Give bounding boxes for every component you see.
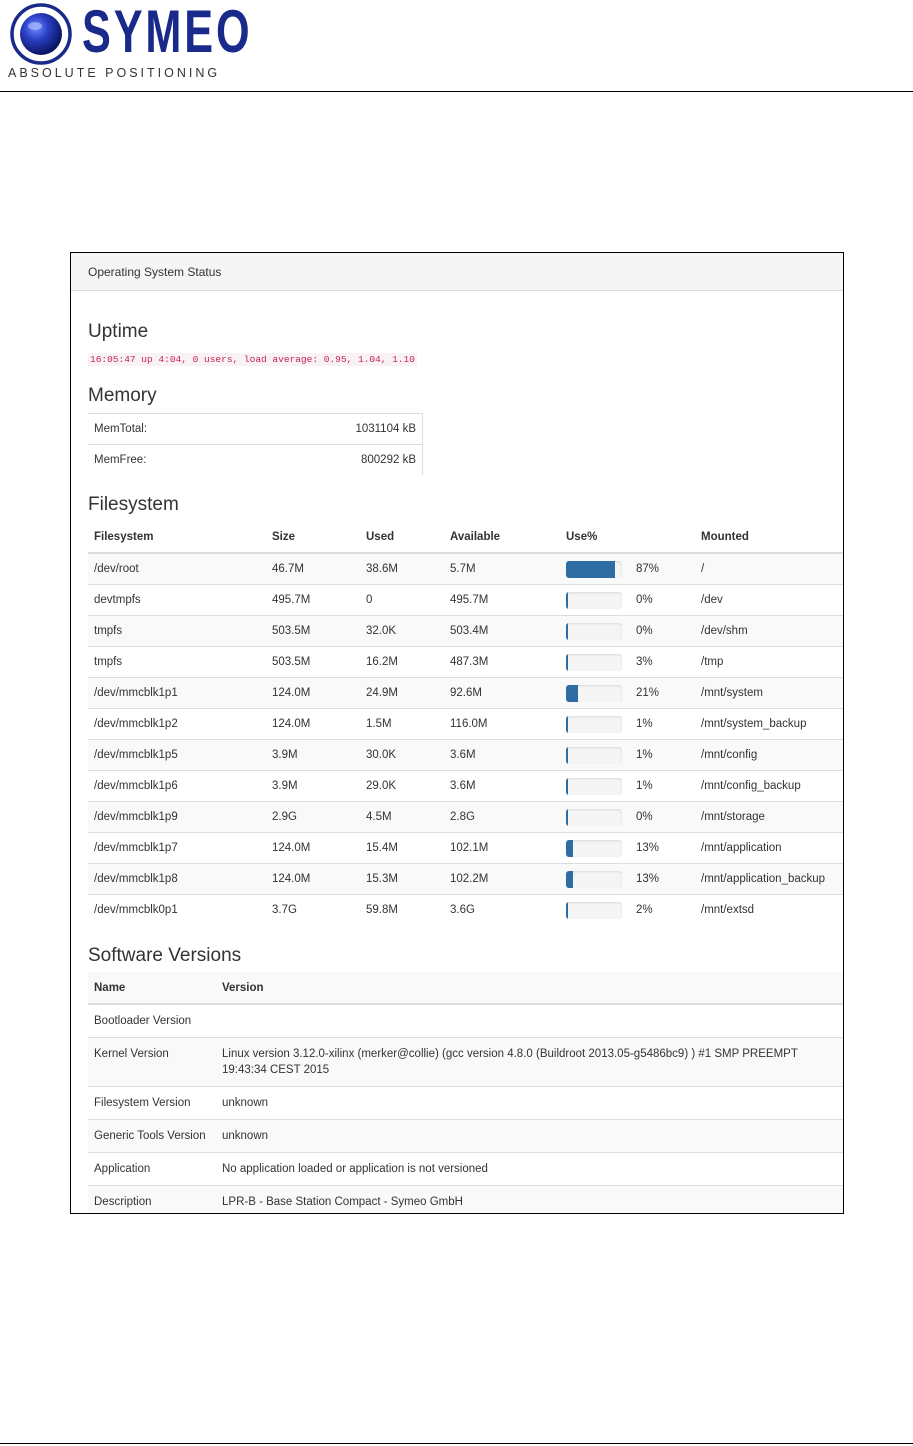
usage-progress-fill	[566, 809, 568, 826]
fs-name-cell: /dev/mmcblk1p5	[88, 740, 266, 771]
fs-use-cell	[560, 647, 695, 678]
usage-progress-fill	[566, 592, 568, 609]
usage-percent: 0%	[636, 594, 653, 606]
usage-progress-bar	[566, 902, 622, 919]
fs-mounted-cell: /mnt/system_backup	[695, 709, 844, 740]
fs-used-cell: 30.0K	[360, 740, 444, 771]
memory-row	[88, 445, 423, 476]
filesystem-heading: Filesystem	[88, 494, 179, 515]
fs-use-cell	[560, 895, 695, 926]
fs-available-cell: 3.6M	[444, 771, 560, 802]
filesystem-row	[88, 616, 844, 647]
fs-size-cell: 124.0M	[266, 678, 360, 709]
usage-percent: 3%	[636, 656, 653, 668]
usage-progress-bar	[566, 778, 622, 795]
fs-name-cell: /dev/root	[88, 553, 266, 585]
usage-progress-bar	[566, 685, 622, 702]
usage-progress-bar	[566, 871, 622, 888]
software-versions-table	[88, 972, 844, 1214]
software-row	[88, 1004, 844, 1038]
fs-used-cell: 1.5M	[360, 709, 444, 740]
fs-used-cell: 29.0K	[360, 771, 444, 802]
software-name-cell: Filesystem Version	[88, 1087, 216, 1120]
filesystem-row	[88, 647, 844, 678]
fs-size-cell: 503.5M	[266, 616, 360, 647]
fs-available-cell: 3.6M	[444, 740, 560, 771]
fs-name-cell: devtmpfs	[88, 585, 266, 616]
software-versions-heading: Software Versions	[88, 945, 242, 966]
fs-use-cell	[560, 864, 695, 895]
fs-used-cell: 4.5M	[360, 802, 444, 833]
logo-sphere-icon	[10, 3, 72, 65]
fs-name-cell: /dev/mmcblk1p2	[88, 709, 266, 740]
fs-name-cell: /dev/mmcblk1p9	[88, 802, 266, 833]
memory-table	[88, 413, 423, 475]
fs-mounted-cell: /mnt/extsd	[695, 895, 844, 926]
memory-label: MemTotal:	[88, 414, 246, 445]
usage-progress-bar	[566, 747, 622, 764]
fs-name-cell: tmpfs	[88, 647, 266, 678]
usage-percent: 0%	[636, 811, 653, 823]
fs-name-cell: /dev/mmcblk1p8	[88, 864, 266, 895]
fs-available-cell: 503.4M	[444, 616, 560, 647]
software-row	[88, 1038, 844, 1087]
usage-percent: 0%	[636, 625, 653, 637]
fs-use-cell	[560, 802, 695, 833]
fs-size-cell: 3.7G	[266, 895, 360, 926]
fs-available-cell: 92.6M	[444, 678, 560, 709]
usage-progress-bar	[566, 592, 622, 609]
uptime-value: 16:05:47 up 4:04, 0 users, load average: 0.95, 1.04, 1.10	[90, 354, 415, 365]
usage-progress-fill	[566, 871, 573, 888]
usage-percent: 13%	[636, 842, 660, 854]
fs-use-cell	[560, 709, 695, 740]
usage-progress-fill	[566, 716, 568, 733]
software-version-cell: LPR-B - Base Station Compact - Symeo GmbH	[216, 1186, 844, 1215]
fs-use-cell	[560, 553, 695, 585]
software-name-cell: Kernel Version	[88, 1038, 216, 1087]
column-header: Version	[216, 972, 844, 1004]
software-row	[88, 1120, 844, 1153]
fs-mounted-cell: /mnt/application	[695, 833, 844, 864]
fs-use-cell	[560, 740, 695, 771]
fs-used-cell: 15.3M	[360, 864, 444, 895]
panel-title: Operating System Status	[71, 253, 843, 291]
fs-used-cell: 59.8M	[360, 895, 444, 926]
software-version-cell: unknown	[216, 1120, 844, 1153]
usage-progress-fill	[566, 747, 568, 764]
column-header: Available	[444, 522, 560, 553]
filesystem-row	[88, 802, 844, 833]
memory-value: 800292 kB	[246, 445, 423, 476]
brand-name: SYMEO	[82, 0, 253, 65]
fs-mounted-cell: /mnt/system	[695, 678, 844, 709]
footer-divider	[0, 1443, 913, 1444]
memory-row	[88, 414, 423, 445]
fs-used-cell: 32.0K	[360, 616, 444, 647]
usage-progress-fill	[566, 654, 568, 671]
fs-used-cell: 0	[360, 585, 444, 616]
filesystem-row	[88, 553, 844, 585]
filesystem-row	[88, 833, 844, 864]
usage-progress-fill	[566, 902, 568, 919]
column-header: Name	[88, 972, 216, 1004]
fs-name-cell: tmpfs	[88, 616, 266, 647]
usage-progress-bar	[566, 561, 622, 578]
brand-tagline: ABSOLUTE POSITIONING	[8, 66, 221, 80]
column-header: Use%	[560, 522, 695, 553]
fs-available-cell: 5.7M	[444, 553, 560, 585]
fs-name-cell: /dev/mmcblk0p1	[88, 895, 266, 926]
filesystem-row	[88, 678, 844, 709]
memory-label: MemFree:	[88, 445, 246, 476]
column-header: Size	[266, 522, 360, 553]
uptime-heading: Uptime	[88, 321, 149, 342]
filesystem-row	[88, 864, 844, 895]
fs-used-cell: 38.6M	[360, 553, 444, 585]
fs-available-cell: 102.1M	[444, 833, 560, 864]
memory-heading: Memory	[88, 385, 157, 406]
fs-size-cell: 503.5M	[266, 647, 360, 678]
fs-available-cell: 116.0M	[444, 709, 560, 740]
filesystem-row	[88, 740, 844, 771]
fs-use-cell	[560, 833, 695, 864]
fs-size-cell: 124.0M	[266, 864, 360, 895]
fs-size-cell: 46.7M	[266, 553, 360, 585]
column-header: Mounted	[695, 522, 844, 553]
software-row	[88, 1087, 844, 1120]
fs-size-cell: 495.7M	[266, 585, 360, 616]
fs-mounted-cell: /mnt/config	[695, 740, 844, 771]
filesystem-row	[88, 895, 844, 926]
usage-percent: 13%	[636, 873, 660, 885]
fs-size-cell: 124.0M	[266, 709, 360, 740]
usage-percent: 1%	[636, 718, 653, 730]
fs-use-cell	[560, 616, 695, 647]
fs-available-cell: 2.8G	[444, 802, 560, 833]
usage-progress-bar	[566, 716, 622, 733]
fs-name-cell: /dev/mmcblk1p1	[88, 678, 266, 709]
fs-mounted-cell: /dev/shm	[695, 616, 844, 647]
fs-size-cell: 3.9M	[266, 771, 360, 802]
usage-progress-fill	[566, 561, 615, 578]
usage-progress-bar	[566, 809, 622, 826]
software-row	[88, 1153, 844, 1186]
fs-used-cell: 15.4M	[360, 833, 444, 864]
fs-mounted-cell: /mnt/config_backup	[695, 771, 844, 802]
usage-percent: 2%	[636, 904, 653, 916]
filesystem-row	[88, 771, 844, 802]
fs-mounted-cell: /mnt/storage	[695, 802, 844, 833]
os-status-screenshot	[70, 252, 844, 1214]
fs-size-cell: 3.9M	[266, 740, 360, 771]
document-header	[0, 0, 913, 92]
fs-mounted-cell: /tmp	[695, 647, 844, 678]
usage-percent: 87%	[636, 563, 660, 575]
software-name-cell: Description	[88, 1186, 216, 1215]
header-divider	[0, 91, 913, 92]
usage-progress-fill	[566, 778, 568, 795]
fs-used-cell: 24.9M	[360, 678, 444, 709]
fs-name-cell: /dev/mmcblk1p7	[88, 833, 266, 864]
column-header: Used	[360, 522, 444, 553]
filesystem-table	[88, 522, 844, 925]
software-name-cell: Generic Tools Version	[88, 1120, 216, 1153]
filesystem-row	[88, 709, 844, 740]
fs-mounted-cell: /dev	[695, 585, 844, 616]
software-name-cell: Bootloader Version	[88, 1004, 216, 1038]
fs-mounted-cell: /	[695, 553, 844, 585]
fs-available-cell: 3.6G	[444, 895, 560, 926]
software-version-cell: unknown	[216, 1087, 844, 1120]
usage-progress-bar	[566, 623, 622, 640]
usage-progress-fill	[566, 623, 568, 640]
fs-use-cell	[560, 585, 695, 616]
usage-progress-bar	[566, 654, 622, 671]
memory-value: 1031104 kB	[246, 414, 423, 445]
usage-progress-fill	[566, 840, 573, 857]
fs-use-cell	[560, 678, 695, 709]
software-version-cell: No application loaded or application is not versioned	[216, 1153, 844, 1186]
software-name-cell: Application	[88, 1153, 216, 1186]
fs-size-cell: 124.0M	[266, 833, 360, 864]
usage-percent: 21%	[636, 687, 660, 699]
fs-available-cell: 487.3M	[444, 647, 560, 678]
software-version-cell: Linux version 3.12.0-xilinx (merker@collie) (gcc version 4.8.0 (Buildroot 2013.05-g5486bc9) ) #1 SMP PREEMPT 19:43:34 CEST 2015	[216, 1038, 844, 1087]
software-row	[88, 1186, 844, 1215]
filesystem-row	[88, 585, 844, 616]
fs-available-cell: 102.2M	[444, 864, 560, 895]
fs-use-cell	[560, 771, 695, 802]
usage-percent: 1%	[636, 749, 653, 761]
fs-name-cell: /dev/mmcblk1p6	[88, 771, 266, 802]
fs-mounted-cell: /mnt/application_backup	[695, 864, 844, 895]
usage-progress-fill	[566, 685, 578, 702]
software-version-cell	[216, 1004, 844, 1038]
fs-available-cell: 495.7M	[444, 585, 560, 616]
column-header: Filesystem	[88, 522, 266, 553]
usage-progress-bar	[566, 840, 622, 857]
usage-percent: 1%	[636, 780, 653, 792]
fs-used-cell: 16.2M	[360, 647, 444, 678]
fs-size-cell: 2.9G	[266, 802, 360, 833]
